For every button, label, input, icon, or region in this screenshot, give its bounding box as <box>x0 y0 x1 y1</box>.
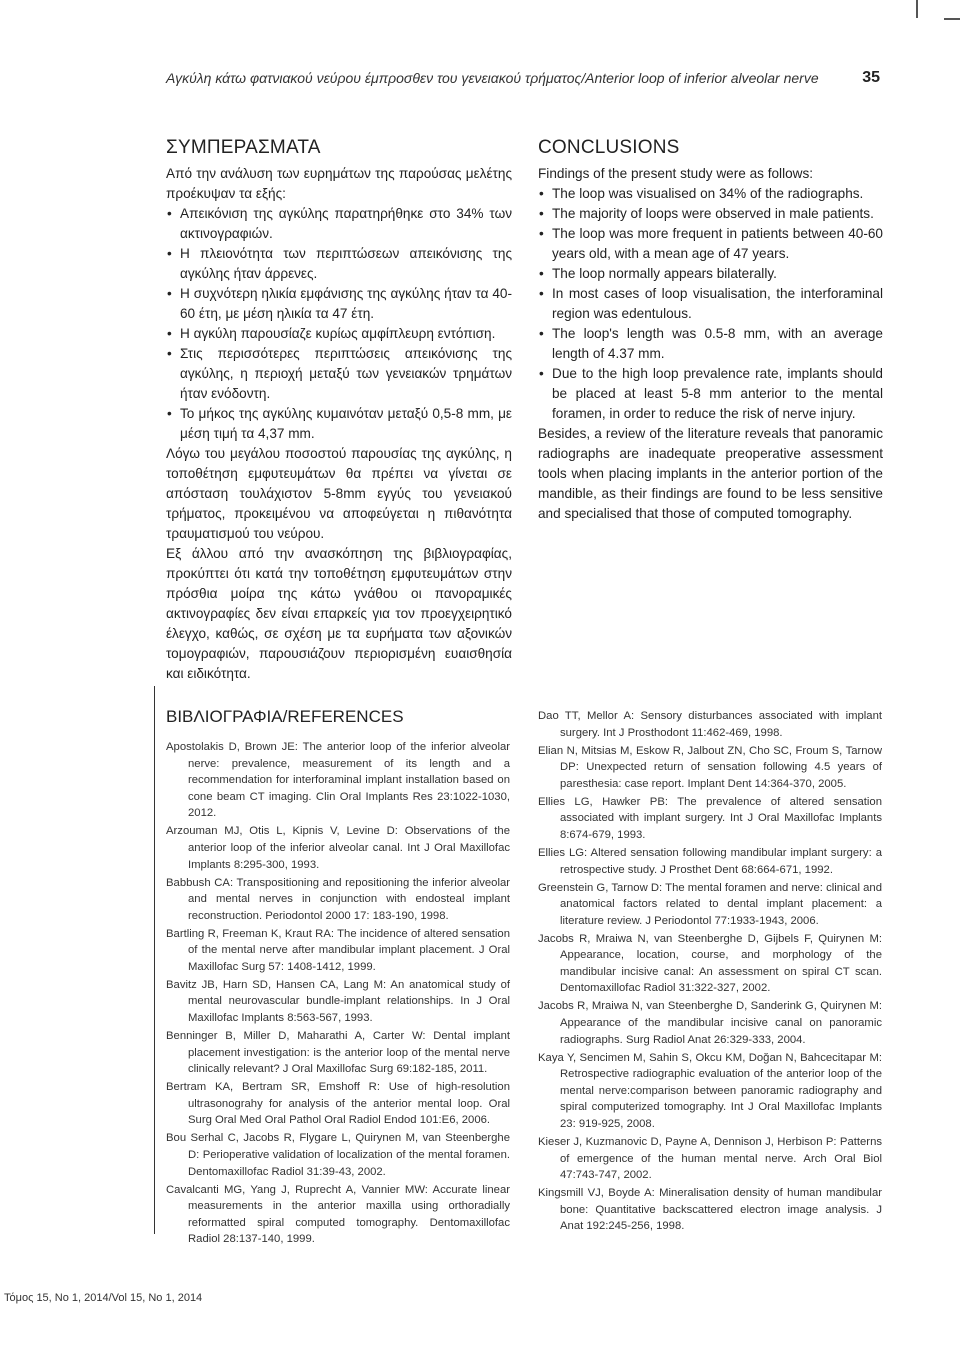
english-conclusions-column <box>538 136 883 524</box>
reference-item: Ellies LG, Hawker PB: The prevalence of altered sensation associated with implant surgery. Int J Oral Maxillofac Implants 8:674-679, 1993. <box>538 795 882 841</box>
list-item: • Due to the high loop prevalence rate, implants should be placed at least 5-8 mm anterior to the mental foramen, in order to reduce the risk of nerve injury. <box>538 364 883 424</box>
reference-item: Bavitz JB, Harn SD, Hansen CA, Lang M: An anatomical study of mental neurovascular bundle-implant relationships. In J Oral Maxillofac Implants 8:563-567, 1993. <box>166 978 510 1025</box>
reference-item: Kieser J, Kuzmanovic D, Payne A, Dennison J, Herbison P: Patterns of emergence of the human mental nerve. Arch Oral Biol 47:743-747, 2002. <box>538 1135 882 1182</box>
page-number: 35 <box>862 69 880 86</box>
reference-item: Kaya Y, Sencimen M, Sahin S, Okcu KM, Doğan N, Bahcecitapar M: Retrospective radiographic evaluation of the anterior loop of the mental nerve:comparison between panoramic radiography and spiral computerized tomography. Int J Oral Maxillofac Implants 23: 919-925, 2008. <box>538 1051 882 1130</box>
references-divider <box>154 686 155 1234</box>
reference-item: Bou Serhal C, Jacobs R, Flygare L, Quirynen M, van Steenberghe D: Perioperative validation of localization of the mental foramen. Dentomaxillofac Radiol 31:39-43, 2002. <box>166 1132 510 1178</box>
list-item: • The loop normally appears bilaterally. <box>538 264 883 284</box>
reference-item: Cavalcanti MG, Yang J, Ruprecht A, Vannier MW: Accurate linear measurements in the anterior maxilla using orthoradially reformatted spiral computed tomography. Dentomaxillofac Radiol 28:137-140, 1999. <box>166 1183 510 1246</box>
list-item: • Η αγκύλη παρουσίαζε κυρίως αμφίπλευρη εντόπιση. <box>166 324 512 344</box>
reference-item: Apostolakis D, Brown JE: The anterior loop of the inferior alveolar nerve: prevalence, measurement of its length and a recommendation for interforaminal implant installation based on cone beam CT imaging. Clin Oral Implants Res 23:1022-1030, 2012. <box>166 741 510 820</box>
greek-paragraph: Λόγω του μεγάλου ποσοστού παρουσίας της αγκύλης, η τοποθέτηση εμφυτευμάτων θα πρέπει να γίνεται σε απόσταση τουλάχιστον 5-8mm εγγύς του γενειακού τρήματος, προκειμένου να αποφεύγεται η πιθανότητα τραυματισμού του νεύρου. <box>166 446 512 541</box>
list-item: • Απεικόνιση της αγκύλης παρατηρήθηκε στο 34% των ακτινογραφιών. <box>166 204 512 244</box>
reference-item: Elian N, Mitsias M, Eskow R, Jalbout ZN, Cho SC, Froum S, Tarnow DP: Unexpected return of sensation following 4.5 years of paresthesia: case report. Implant Dent 14:364-370, 2005. <box>538 744 882 790</box>
reference-item: Ellies LG: Altered sensation following mandibular implant surgery: a retrospective study. J Prosthet Dent 68:664-671, 1992. <box>538 846 882 876</box>
reference-item: Babbush CA: Transpositioning and repositioning the inferior alveolar and mental nerves in conjunction with endosteal implant reconstruction. Periodontol 2000 17: 183-190, 1998. <box>166 876 510 922</box>
reference-item: Greenstein G, Tarnow D: The mental foramen and nerve: clinical and anatomical factors related to dental implant placement: a literature review. J Periodontol 77:1933-1943, 2006. <box>538 881 882 927</box>
crop-mark <box>944 18 960 20</box>
greek-paragraph: Εξ άλλου από την ανασκόπηση της βιβλιογραφίας, προκύπτει ότι κατά την τοποθέτηση εμφυτευμάτων στην πρόσθια μοίρα της κάτω γνάθου οι πανοραμικές ακτινογραφίες δεν είναι επαρκείς για τον προεγχειρητικό έλεγχο, καθώς, σε σχέση με τα ευρήματα των αξονικών τομογραφιών, παρουσιάζουν περιορισμένη ευαισθησία και ειδικότητα. <box>166 546 512 681</box>
english-bullet-list <box>538 184 883 424</box>
list-item: • In most cases of loop visualisation, the interforaminal region was edentulous. <box>538 284 883 324</box>
references-left-column <box>166 739 510 1249</box>
reference-item: Bertram KA, Bertram SR, Emshoff R: Use of high-resolution ultrasonograhy for analysis of the anterior mental loop. Oral Surg Oral Med Oral Pathol Oral Radiol Endod 101:E6, 2006. <box>166 1081 510 1127</box>
list-item: • The loop was more frequent in patients between 40-60 years old, with a mean age of 47 years. <box>538 224 883 264</box>
reference-item: Benninger B, Miller D, Maharathi A, Carter W: Dental implant placement investigation: is the anterior loop of the mental nerve clinically relevant? J Oral Maxillofac Surg 69:182-185, 2011. <box>166 1030 510 1076</box>
list-item: • Το μήκος της αγκύλης κυμαινόταν μεταξύ 0,5-8 mm, με μέση τιμή τα 4,37 mm. <box>166 404 512 444</box>
reference-item: Kingsmill VJ, Boyde A: Mineralisation density of human mandibular bone: Quantitative backscattered electron image analysis. J Anat 192:245-256, 1998. <box>538 1187 882 1233</box>
greek-conclusions-column <box>166 136 512 684</box>
reference-item: Jacobs R, Mraiwa N, van Steenberghe D, Sanderink G, Quirynen M: Appearance of the mandibular incisive canal on panoramic radiographs. Surg Radiol Anat 26:329-333, 2004. <box>538 1000 882 1046</box>
journal-footer: Τόμος 15, No 1, 2014/Vol 15, No 1, 2014 <box>4 1292 203 1304</box>
english-intro: Findings of the present study were as follows: <box>538 166 814 181</box>
greek-intro: Από την ανάλυση των ευρημάτων της παρούσας μελέτης προέκυψαν τα εξής: <box>166 166 512 201</box>
references-heading: ΒΙΒΛΙΟΓΡΑΦΙΑ/REFERENCES <box>166 707 404 726</box>
reference-item: Dao TT, Mellor A: Sensory disturbances associated with implant surgery. Int J Prosthodont 11:462-469, 1998. <box>538 710 882 739</box>
crop-mark <box>916 0 918 18</box>
english-conclusions-heading: CONCLUSIONS <box>538 137 680 158</box>
references-right-column <box>538 708 882 1236</box>
reference-item: Bartling R, Freeman K, Kraut RA: The incidence of altered sensation of the mental nerve after mandibular implant placement. J Oral Maxillofac Surg 57: 1408-1412, 1999. <box>166 927 510 973</box>
greek-bullet-list <box>166 204 512 444</box>
list-item: • The loop's length was 0.5-8 mm, with an average length of 4.37 mm. <box>538 324 883 364</box>
list-item: • Η πλειονότητα των περιπτώσεων απεικόνισης της αγκύλης ήταν άρρενες. <box>166 244 512 284</box>
english-paragraph: Besides, a review of the literature reveals that panoramic radiographs are inadequate preoperative assessment tools when placing implants in the anterior portion of the mandible, as their findings are found to be less sensitive and specialised that those of computed tomography. <box>538 426 883 521</box>
greek-conclusions-heading: ΣΥΜΠΕΡΑΣΜΑΤΑ <box>166 137 321 158</box>
running-title: Αγκύλη κάτω φατνιακού νεύρου έμπροσθεν του γενειακού τρήματος/Anterior loop of inferior alveolar nerve <box>166 70 819 86</box>
list-item: • The loop was visualised on 34% of the radiographs. <box>538 184 883 204</box>
list-item: • Στις περισσότερες περιπτώσεις απεικόνισης της αγκύλης, η περιοχή μεταξύ των γενειακών τρημάτων ήταν ενόδοντη. <box>166 344 512 404</box>
reference-item: Arzouman MJ, Otis L, Kipnis V, Levine D: Observations of the anterior loop of the inferior alveolar canal. Int J Oral Maxillofac Implants 8:295-300, 1993. <box>166 825 510 871</box>
list-item: • The majority of loops were observed in male patients. <box>538 204 883 224</box>
list-item: • Η συχνότερη ηλικία εμφάνισης της αγκύλης ήταν τα 40-60 έτη, με μέση ηλικία τα 47 έτη. <box>166 284 512 324</box>
reference-item: Jacobs R, Mraiwa N, van Steenberghe D, Gijbels F, Quirynen M: Appearance, location, course, and morphology of the mandibular incisive canal: An assessment on spiral CT scan. Dentomaxillofac Radiol 31:322-327, 2002. <box>538 932 882 995</box>
